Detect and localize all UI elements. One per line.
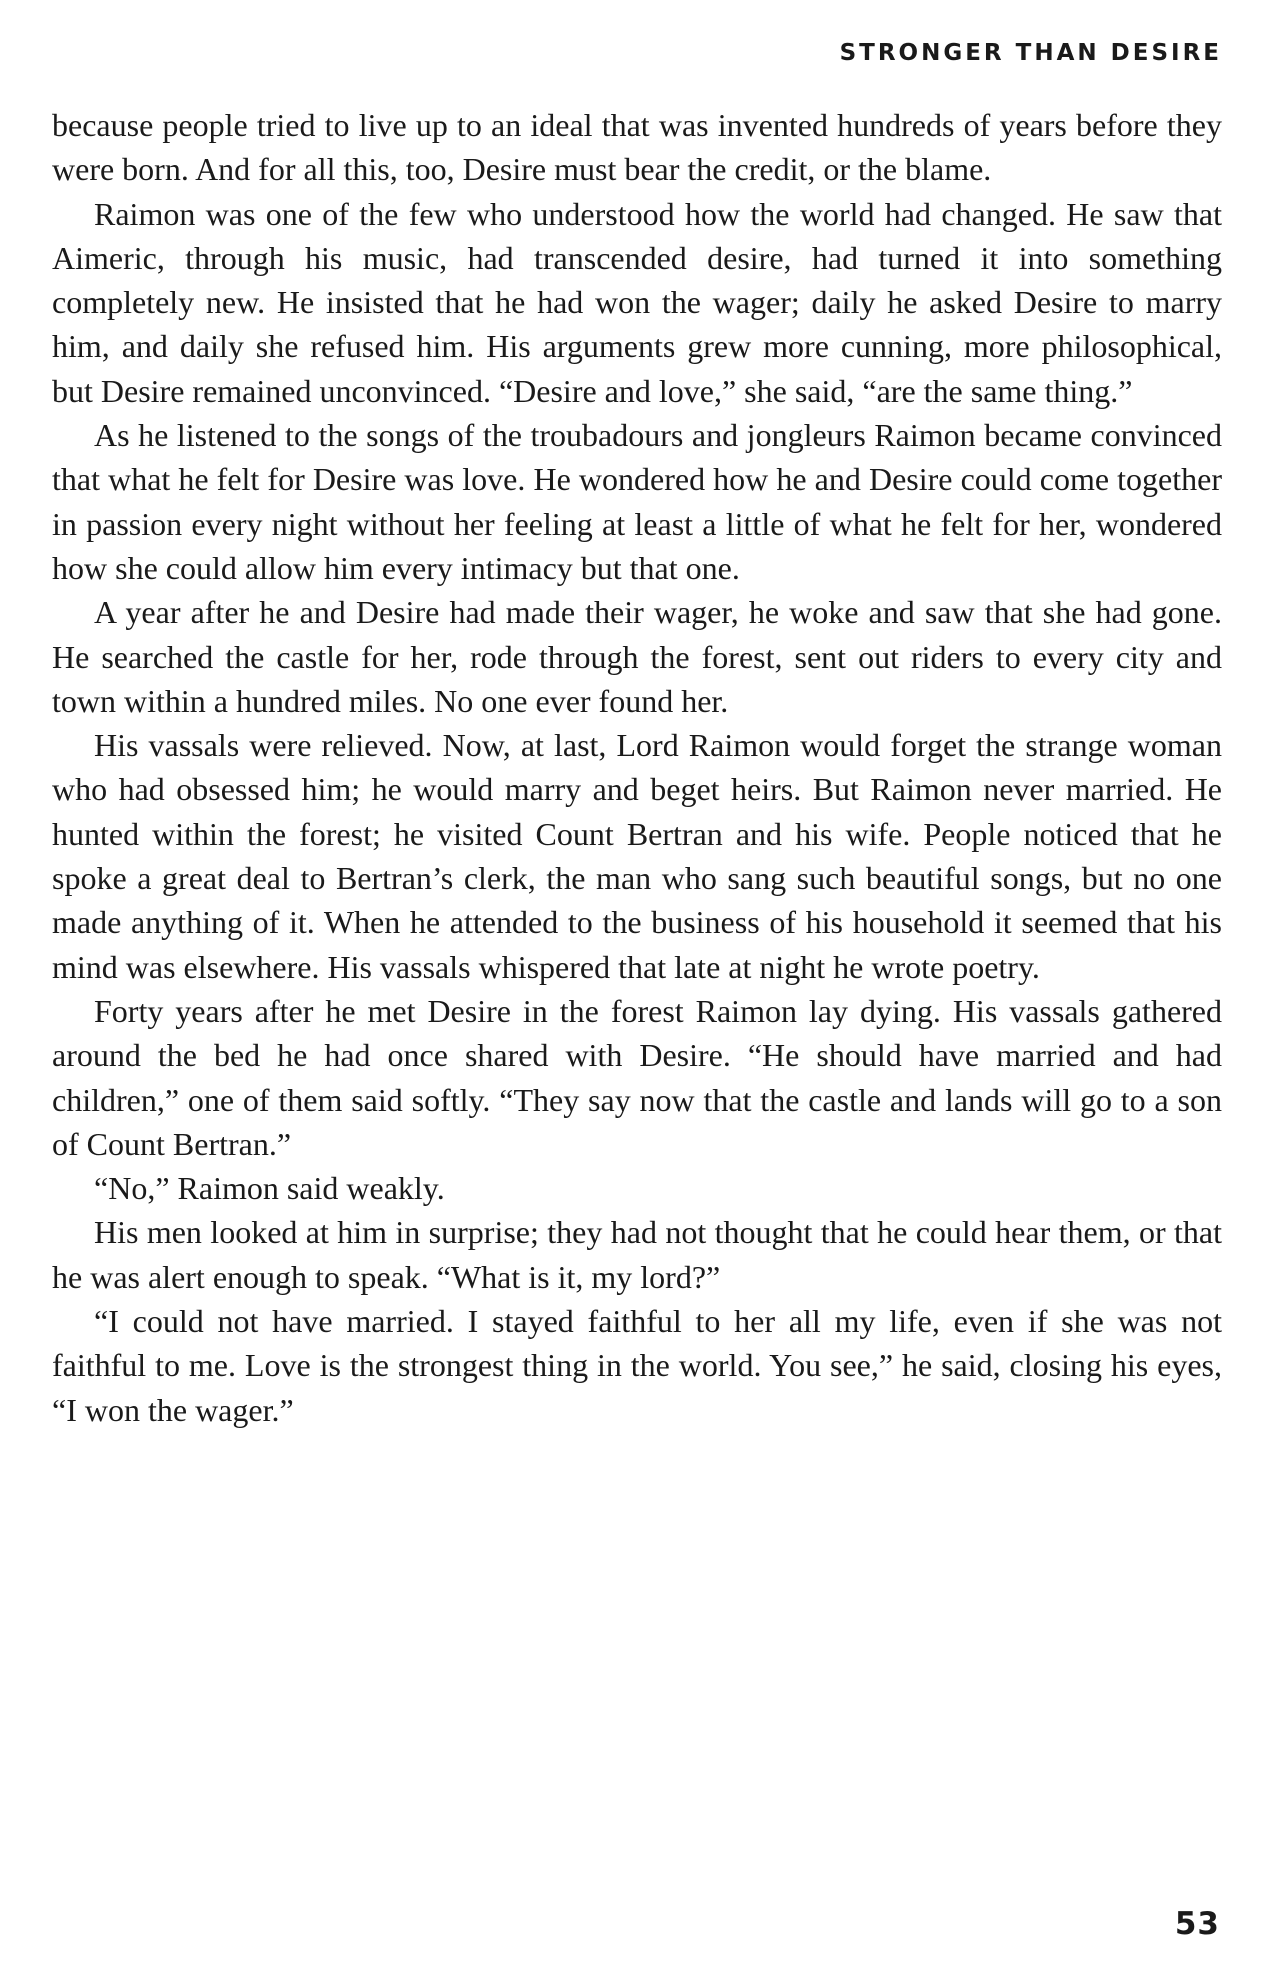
paragraph: because people tried to live up to an ideal that was invented hundreds of years before they were born. And for all this, too, Desire must bear the credit, or the blame.: [52, 107, 1222, 188]
paragraph: Forty years after he met Desire in the forest Raimon lay dying. His vassals gathered around the bed he had once shared with Desire. “He should have married and had children,” one of them said softly. “They say now that the castle and lands will go to a son of Count Bertran.”: [52, 992, 1222, 1162]
paragraph: His men looked at him in surprise; they had not thought that he could hear them, or that he was alert enough to speak. “What is it, my lord?”: [52, 1214, 1222, 1295]
body-text: [52, 103, 1222, 1432]
page-number: 53: [1174, 1906, 1220, 1942]
running-head: STRONGER THAN DESIRE: [839, 40, 1222, 66]
paragraph: “No,” Raimon said weakly.: [94, 1170, 445, 1207]
paragraph: A year after he and Desire had made their wager, he woke and saw that she had gone. He searched the castle for her, rode through the forest, sent out riders to every city and town within a hundred miles. No one ever found her.: [52, 594, 1222, 719]
paragraph: His vassals were relieved. Now, at last, Lord Raimon would forget the strange woman who had obsessed him; he would marry and beget heirs. But Raimon never married. He hunted within the forest; he visited Count Bertran and his wife. People noticed that he spoke a great deal to Bertran’s clerk, the man who sang such beautiful songs, but no one made anything of it. When he attended to the business of his household it seemed that his mind was elsewhere. His vassals whispered that late at night he wrote poetry.: [52, 727, 1222, 985]
paragraph: As he listened to the songs of the troubadours and jongleurs Raimon became convinced that what he felt for Desire was love. He wondered how he and Desire could come together in passion every night without her feeling at least a little of what he felt for her, wondered how she could allow him every intimacy but that one.: [52, 417, 1222, 586]
paragraph: Raimon was one of the few who understood how the world had changed. He saw that Aimeric, through his music, had transcended desire, had turned it into something completely new. He insisted that he had won the wager; daily he asked Desire to marry him, and daily she refused him. His arguments grew more cunning, more philosophical, but Desire remained unconvinced. “Desire and love,” she said, “are the same thing.”: [52, 195, 1222, 409]
book-page: [52, 0, 1222, 1966]
paragraph: “I could not have married. I stayed faithful to her all my life, even if she was not faithful to me. Love is the strongest thing in the world. You see,” he said, closing his eyes, “I won the wager.”: [52, 1303, 1222, 1428]
